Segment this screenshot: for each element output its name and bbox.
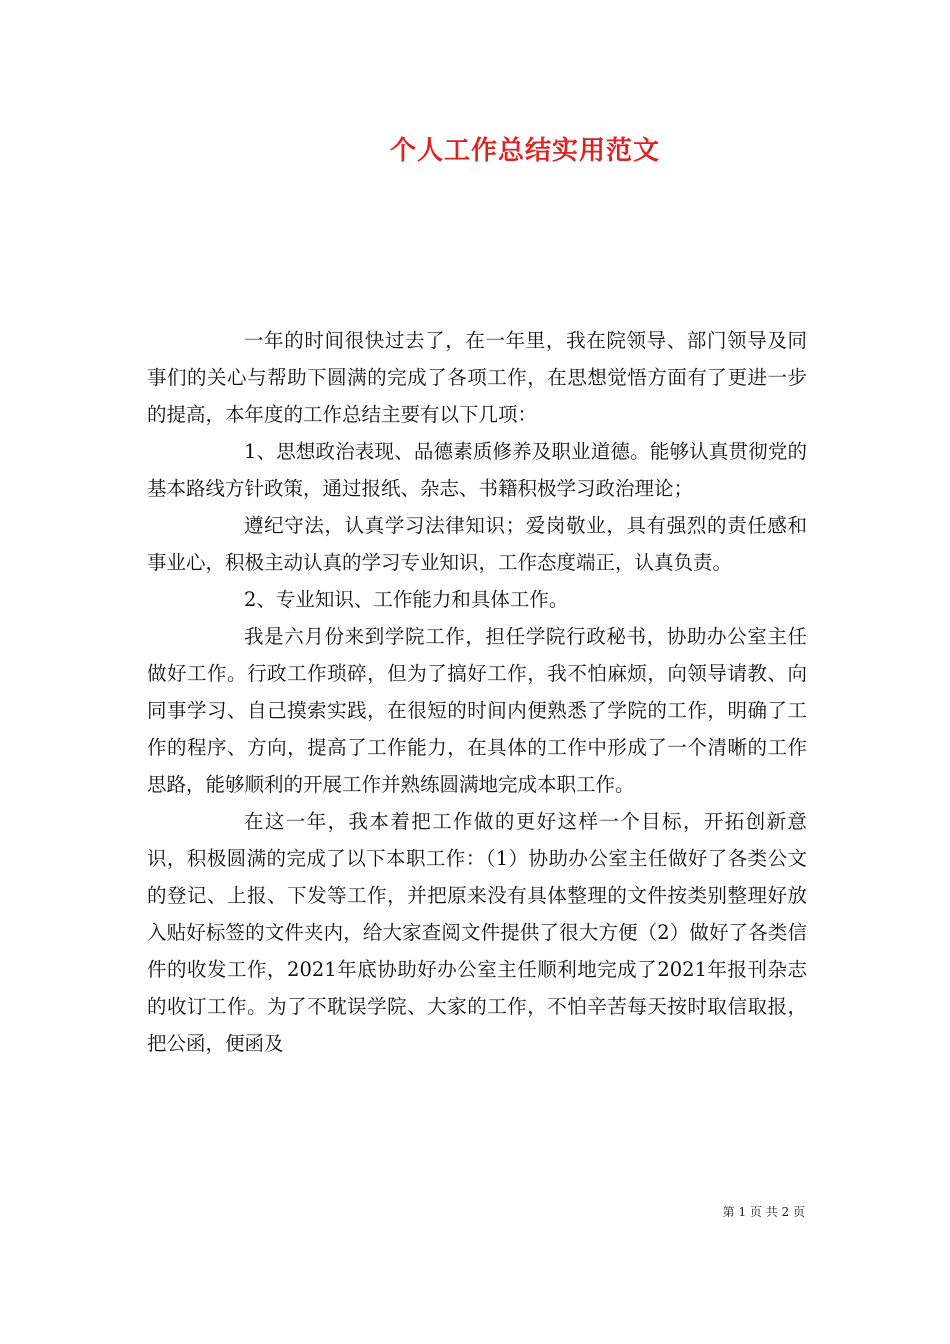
paragraph-section-1: 1、思想政治表现、品德素质修养及职业道德。能够认真贯彻党的基本路线方针政策，通过报纸、杂志、书籍积极学习政治理论； [147, 440, 807, 500]
page-footer: 第 1 页 共 2 页 [722, 1205, 805, 1219]
paragraph-section-2: 2、专业知识、工作能力和具体工作。 [244, 588, 569, 611]
paragraph-work-details: 我是六月份来到学院工作，担任学院行政秘书，协助办公室主任做好工作。行政工作琐碎，但为了搞好工作，我不怕麻烦，向领导请教、向同事学习、自己摸索实践，在很短的时间内便熟悉了学院的工作，明确了工作的程序、方向，提高了工作能力，在具体的工作中形成了一个清晰的工作思路，能够顺利的开展工作并熟练圆满地完成本职工作。 [147, 625, 807, 796]
document-title: 个人工作总结实用范文 [389, 136, 660, 166]
document-body [147, 322, 807, 1062]
paragraph-discipline: 遵纪守法，认真学习法律知识；爱岗敬业，具有强烈的责任感和事业心，积极主动认真的学习专业知识，工作态度端正，认真负责。 [147, 514, 807, 574]
paragraph-this-year: 在这一年，我本着把工作做的更好这样一个目标，开拓创新意识，积极圆满的完成了以下本职工作：（1）协助办公室主任做好了各类公文的登记、上报、下发等工作，并把原来没有具体整理的文件按类别整理好放入贴好标签的文件夹内，给大家查阅文件提供了很大方便（2）做好了各类信件的收发工作，2021年底协助好办公室主任顺利地完成了2021年报刊杂志的收订工作。为了不耽误学院、大家的工作，不怕辛苦每天按时取信取报，把公函，便函及 [147, 810, 807, 1055]
paragraph-intro: 一年的时间很快过去了，在一年里，我在院领导、部门领导及同事们的关心与帮助下圆满的完成了各项工作，在思想觉悟方面有了更进一步的提高，本年度的工作总结主要有以下几项： [147, 329, 807, 426]
